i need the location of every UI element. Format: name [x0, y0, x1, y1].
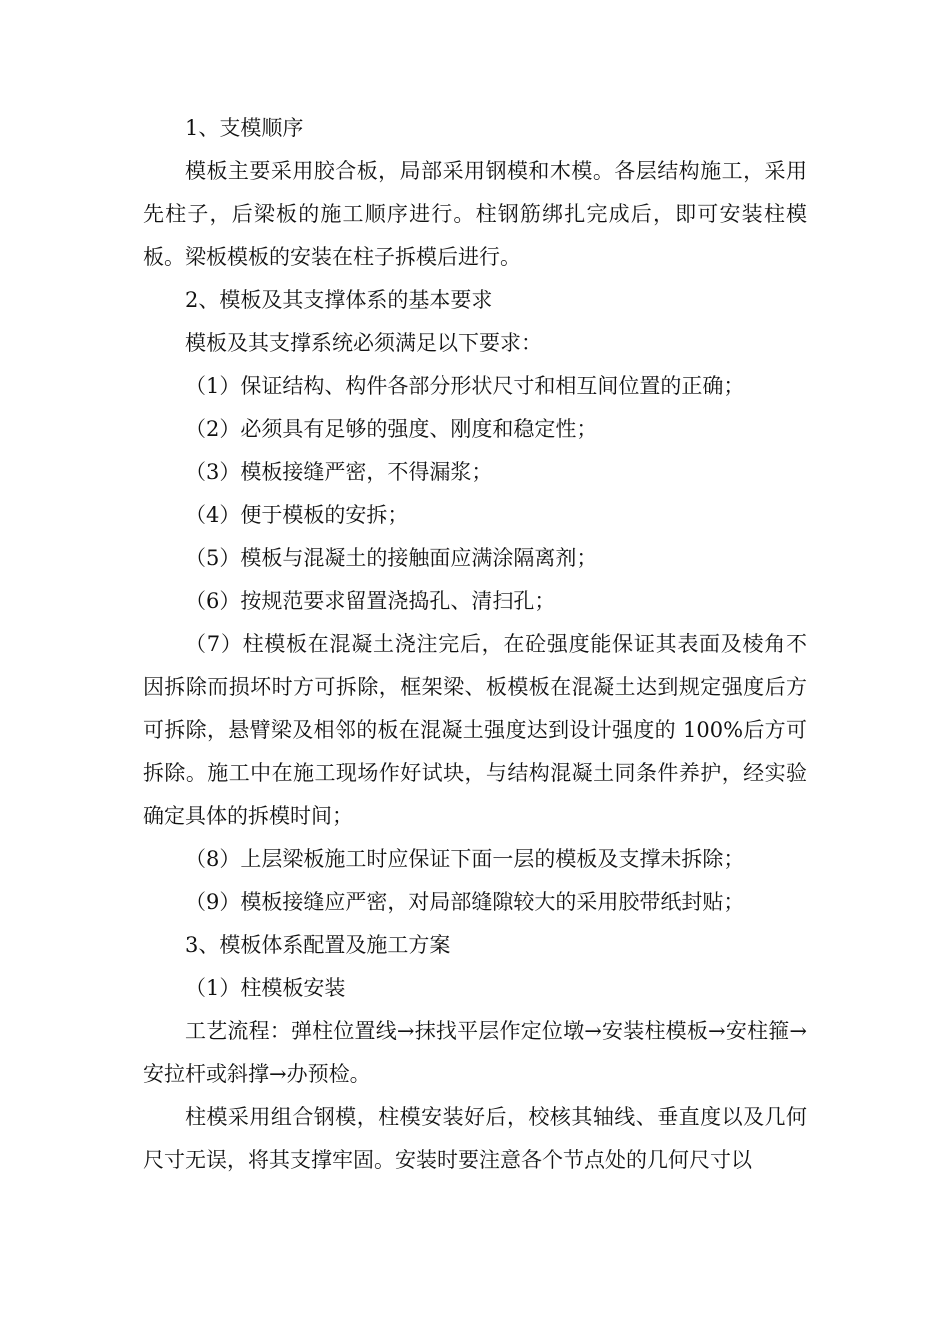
paragraph-column-formwork-details: 柱模采用组合钢模，柱模安装好后，校核其轴线、垂直度以及几何尺寸无误，将其支撑牢固。安装时要注意各个节点处的几何尺寸以 [143, 1105, 807, 1172]
list-item-requirement-4: （4）便于模板的安拆； [185, 503, 409, 527]
list-item-requirement-5: （5）模板与混凝土的接触面应满涂隔离剂； [185, 546, 598, 570]
paragraph-requirements-intro: 模板及其支撑系统必须满足以下要求： [185, 331, 542, 355]
list-item-requirement-2: （2）必须具有足够的强度、刚度和稳定性； [185, 417, 598, 441]
section-heading-formwork-system: 3、模板体系配置及施工方案 [185, 933, 451, 957]
paragraph-process-flow: 工艺流程：弹柱位置线→抹找平层作定位墩→安装柱模板→安柱箍→安拉杆或斜撑→办预检。 [143, 1019, 807, 1086]
list-item-requirement-3: （3）模板接缝严密，不得漏浆； [185, 460, 493, 484]
section-heading-formwork-sequence: 1、支模顺序 [185, 116, 304, 140]
list-item-requirement-8: （8）上层梁板施工时应保证下面一层的模板及支撑未拆除； [185, 847, 745, 871]
paragraph-formwork-materials: 模板主要采用胶合板，局部采用钢模和木模。各层结构施工，采用先柱子，后梁板的施工顺序进行。柱钢筋绑扎完成后，即可安装柱模板。梁板模板的安装在柱子拆模后进行。 [143, 159, 807, 269]
section-heading-basic-requirements: 2、模板及其支撑体系的基本要求 [185, 288, 493, 312]
list-item-requirement-6: （6）按规范要求留置浇捣孔、清扫孔； [185, 589, 556, 613]
subsection-heading-column-formwork: （1）柱模板安装 [185, 976, 346, 1000]
list-item-requirement-9: （9）模板接缝应严密，对局部缝隙较大的采用胶带纸封贴； [185, 890, 745, 914]
document-body [143, 107, 807, 1182]
list-item-requirement-1: （1）保证结构、构件各部分形状尺寸和相互间位置的正确； [185, 374, 745, 398]
list-item-requirement-7: （7）柱模板在混凝土浇注完后，在砼强度能保证其表面及棱角不因拆除而损坏时方可拆除，框架梁、板模板在混凝土达到规定强度后方可拆除，悬臂梁及相邻的板在混凝土强度达到设计强度的 100%后方可拆除。施工中在施工现场作好试块，与结构混凝土同条件养护，经实验确定具体的拆模时间； [143, 632, 807, 828]
